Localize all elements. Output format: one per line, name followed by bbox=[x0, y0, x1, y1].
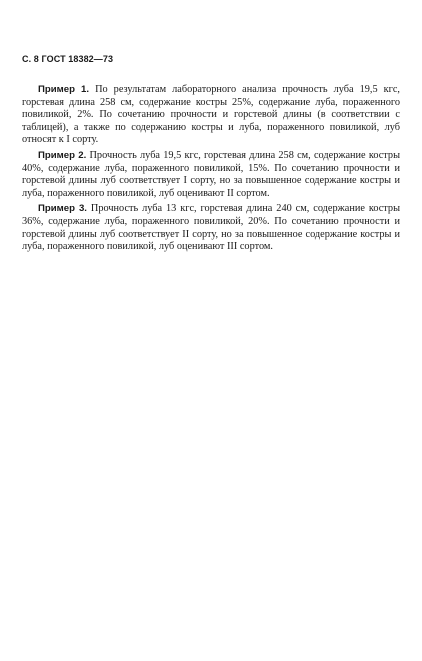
document-body bbox=[22, 84, 400, 257]
example-1-paragraph bbox=[22, 84, 400, 147]
example-2-paragraph bbox=[22, 150, 400, 200]
example-3-label: Пример 3. bbox=[38, 203, 87, 215]
example-2-text: Прочность луба 19,5 кгс, горстевая длина 258 см, содержание костры 40%, содержание луба, пораженного повиликой, 15%. По сочетанию прочности и горстевой длины луб соответствует I сорту, но за повышенное содержание костры и луба, пораженного повиликой, луб оценивают II сортом. bbox=[22, 149, 400, 199]
page-header: С. 8 ГОСТ 18382—73 bbox=[22, 54, 114, 64]
example-3-text: Прочность луба 13 кгс, горстевая длина 240 см, содержание костры 36%, содержание луба, пораженного повиликой, 20%. По сочетанию прочности и горстевой длины луб соответствует II сорту, но за повышенное содержание костры и луба, пораженного повиликой, луб оценивают III сортом. bbox=[22, 203, 400, 253]
example-1-text: По результатам лабораторного анализа прочность луба 19,5 кгс, горстевая длина 258 см, содержание костры 25%, содержание луба, пораженного повиликой, 2%. По сочетанию прочности и горстевой длины (в соответствии с таблицей), а также по содержанию костры и луба, пораженного повиликой, луб относят к I сорту. bbox=[22, 84, 400, 146]
example-2-label: Пример 2. bbox=[38, 149, 87, 161]
example-3-paragraph bbox=[22, 203, 400, 253]
example-1-label: Пример 1. bbox=[38, 84, 90, 95]
